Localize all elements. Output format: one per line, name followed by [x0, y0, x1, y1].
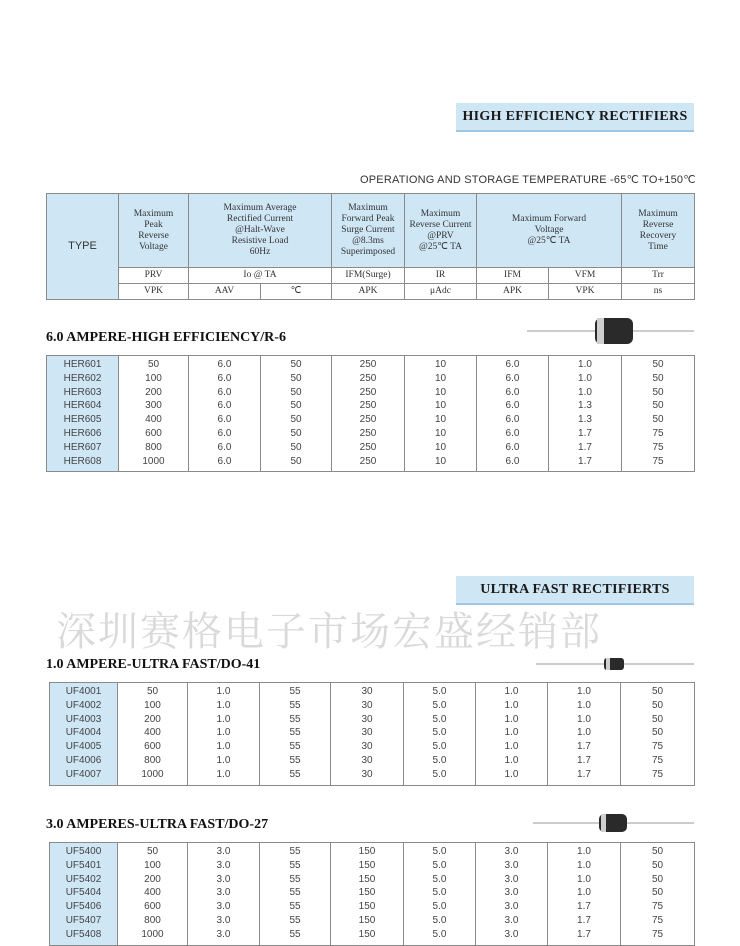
- cell-value: 1.0: [216, 713, 231, 725]
- cell-value: 1.7: [578, 455, 592, 467]
- cell-value: 1.0: [504, 741, 519, 753]
- value-column: [118, 843, 188, 946]
- section-title-her: 6.0 AMPERE-HIGH EFFICIENCY/R-6: [46, 330, 286, 345]
- cell-value: 6.0: [217, 359, 232, 370]
- cell-value: 1.0: [578, 372, 592, 384]
- cell-value: 5.0: [432, 859, 447, 871]
- cell-value: 75: [651, 914, 664, 926]
- cell-value: 600: [144, 901, 161, 913]
- cell-value: 3.0: [504, 846, 519, 857]
- table-uf5400: [49, 842, 695, 946]
- cell-value: 1000: [142, 455, 165, 467]
- cell-value: 1.0: [577, 887, 591, 899]
- part-number: HER602: [63, 372, 102, 384]
- cell-value: 30: [361, 699, 373, 711]
- cell-value: 3.0: [216, 887, 231, 899]
- value-column: [549, 356, 622, 472]
- header-average-rectified-current: Maximum Average Rectified Current @Halt-Wave Resistive Load 60Hz: [189, 194, 332, 268]
- cell-value: 5.0: [432, 727, 447, 739]
- part-number: UF4002: [65, 699, 102, 711]
- cell-value: 55: [289, 686, 301, 697]
- cell-value: 55: [289, 713, 301, 725]
- cell-value: 55: [289, 846, 301, 857]
- cell-value: 6.0: [505, 359, 520, 370]
- cell-value: 250: [359, 386, 377, 398]
- sym-trr: Trr: [622, 268, 695, 284]
- cell-value: 6.0: [505, 414, 520, 426]
- value-column: [189, 356, 261, 472]
- cell-value: 50: [651, 713, 664, 725]
- cell-value: 5.0: [432, 768, 447, 780]
- cell-value: 50: [652, 359, 664, 370]
- unit-apk-surge: APK: [332, 284, 405, 300]
- cell-value: 150: [358, 914, 376, 926]
- cell-value: 6.0: [217, 400, 232, 412]
- value-column: [404, 683, 476, 786]
- cell-value: 1.7: [577, 901, 591, 913]
- part-number: HER606: [63, 427, 102, 439]
- cell-value: 1.0: [504, 713, 519, 725]
- cell-value: 1.7: [577, 754, 591, 766]
- cell-value: 1.0: [216, 686, 231, 697]
- banner-mid-title: ULTRA FAST RECTIFIERTS: [480, 581, 670, 597]
- cell-value: 30: [361, 713, 373, 725]
- part-number: UF5404: [65, 887, 102, 899]
- cell-value: 1.0: [577, 859, 591, 871]
- cell-value: 50: [651, 859, 664, 871]
- cell-value: 6.0: [217, 427, 232, 439]
- value-column: [188, 843, 260, 946]
- cell-value: 50: [146, 686, 159, 697]
- value-column: [621, 843, 695, 946]
- cell-value: 6.0: [217, 455, 232, 467]
- cell-value: 800: [144, 754, 161, 766]
- value-column: [331, 683, 404, 786]
- type-column: [50, 683, 118, 786]
- header-recovery-time: Maximum Reverse Recovery Time: [622, 194, 695, 268]
- value-column: [476, 843, 548, 946]
- cell-value: 50: [290, 359, 302, 370]
- cell-value: 50: [290, 400, 302, 412]
- cell-value: 5.0: [432, 741, 447, 753]
- cell-value: 55: [289, 928, 301, 940]
- cell-value: 3.0: [504, 873, 519, 885]
- sym-vfm: VFM: [549, 268, 622, 284]
- value-column: [118, 683, 188, 786]
- value-column: [260, 843, 331, 946]
- cell-value: 75: [652, 441, 664, 453]
- part-number: HER605: [63, 414, 102, 426]
- cell-value: 1.7: [577, 768, 591, 780]
- part-number: HER604: [63, 400, 102, 412]
- table-uf4000: [49, 682, 695, 786]
- sym-ifm: IFM: [477, 268, 549, 284]
- section-title-uf4000: 1.0 AMPERE-ULTRA FAST/DO-41: [46, 657, 261, 672]
- banner-high-efficiency: [456, 103, 694, 132]
- cell-value: 75: [651, 754, 664, 766]
- cell-value: 5.0: [432, 887, 447, 899]
- cell-value: 5.0: [432, 846, 447, 857]
- cell-value: 800: [144, 914, 161, 926]
- cell-value: 400: [145, 414, 162, 426]
- cell-value: 30: [361, 754, 373, 766]
- cell-value: 1.0: [577, 686, 591, 697]
- cell-value: 1.0: [578, 359, 592, 370]
- cell-value: 3.0: [216, 928, 231, 940]
- cell-value: 50: [290, 455, 302, 467]
- cell-value: 1.0: [577, 846, 591, 857]
- cell-value: 600: [145, 427, 162, 439]
- cell-value: 6.0: [505, 386, 520, 398]
- cell-value: 30: [361, 727, 373, 739]
- cell-value: 150: [358, 873, 376, 885]
- value-column: [621, 683, 695, 786]
- cell-value: 300: [145, 400, 162, 412]
- cell-value: 75: [651, 741, 664, 753]
- header-reverse-current: Maximum Reverse Current @PRV @25℃ TA: [405, 194, 477, 268]
- diode-do41-icon: [536, 656, 694, 672]
- cell-value: 10: [434, 427, 447, 439]
- cell-value: 100: [145, 372, 162, 384]
- cell-value: 50: [290, 427, 302, 439]
- cell-value: 3.0: [216, 859, 231, 871]
- cell-value: 1000: [141, 768, 164, 780]
- cell-value: 1.0: [577, 699, 591, 711]
- cell-value: 55: [289, 727, 301, 739]
- cell-value: 3.0: [216, 914, 231, 926]
- cell-value: 150: [358, 859, 376, 871]
- part-number: UF4006: [65, 754, 102, 766]
- cell-value: 50: [290, 372, 302, 384]
- cell-value: 200: [144, 713, 161, 725]
- value-column: [119, 356, 189, 472]
- value-column: [260, 683, 331, 786]
- part-number: UF5407: [65, 914, 102, 926]
- sym-prv: PRV: [119, 268, 189, 284]
- part-number: UF4001: [65, 686, 102, 697]
- cell-value: 10: [434, 441, 447, 453]
- type-column: [50, 843, 118, 946]
- cell-value: 1.7: [578, 427, 592, 439]
- cell-value: 150: [358, 928, 376, 940]
- cell-value: 10: [434, 414, 447, 426]
- cell-value: 800: [145, 441, 162, 453]
- cell-value: 55: [289, 699, 301, 711]
- sym-ir: IR: [405, 268, 477, 284]
- part-number: HER608: [63, 455, 102, 467]
- cell-value: 50: [652, 400, 664, 412]
- cell-value: 55: [289, 741, 301, 753]
- diode-do27-icon: [533, 812, 694, 834]
- unit-apk: APK: [477, 284, 549, 300]
- cell-value: 6.0: [217, 372, 232, 384]
- cell-value: 200: [145, 386, 162, 398]
- unit-celsius: ℃: [261, 284, 332, 300]
- cell-value: 6.0: [505, 372, 520, 384]
- cell-value: 400: [144, 727, 161, 739]
- value-column: [477, 356, 549, 472]
- cell-value: 75: [651, 928, 664, 940]
- cell-value: 1.0: [504, 768, 519, 780]
- cell-value: 10: [434, 386, 447, 398]
- part-number: HER607: [63, 441, 102, 453]
- value-column: [548, 683, 621, 786]
- cell-value: 1.7: [577, 928, 591, 940]
- cell-value: 55: [289, 887, 301, 899]
- value-column: [261, 356, 332, 472]
- cell-value: 6.0: [505, 441, 520, 453]
- cell-value: 1.0: [577, 727, 591, 739]
- cell-value: 400: [144, 887, 161, 899]
- cell-value: 1.0: [504, 727, 519, 739]
- cell-value: 50: [290, 441, 302, 453]
- unit-ns: ns: [622, 284, 695, 300]
- cell-value: 50: [651, 887, 664, 899]
- cell-value: 50: [652, 386, 664, 398]
- value-column: [404, 843, 476, 946]
- cell-value: 5.0: [432, 713, 447, 725]
- header-forward-voltage: Maximum Forward Voltage @25℃ TA: [477, 194, 622, 268]
- cell-value: 50: [290, 386, 302, 398]
- cell-value: 6.0: [505, 400, 520, 412]
- cell-value: 150: [358, 901, 376, 913]
- cell-value: 50: [651, 727, 664, 739]
- cell-value: 3.0: [216, 901, 231, 913]
- cell-value: 10: [434, 455, 447, 467]
- cell-value: 75: [652, 455, 664, 467]
- cell-value: 1.0: [216, 741, 231, 753]
- cell-value: 6.0: [217, 414, 232, 426]
- value-column: [622, 356, 695, 472]
- header-type: TYPE: [47, 194, 119, 300]
- part-number: UF5406: [65, 901, 102, 913]
- cell-value: 10: [434, 359, 447, 370]
- cell-value: 1.0: [216, 754, 231, 766]
- cell-value: 1.3: [578, 414, 592, 426]
- cell-value: 600: [144, 741, 161, 753]
- cell-value: 50: [146, 846, 159, 857]
- cell-value: 50: [651, 846, 664, 857]
- cell-value: 250: [359, 414, 377, 426]
- unit-uadc: μAdc: [405, 284, 477, 300]
- value-column: [405, 356, 477, 472]
- cell-value: 1.0: [504, 699, 519, 711]
- operating-temperature-note: OPERATIONG AND STORAGE TEMPERATURE -65℃ TO+150℃: [360, 174, 696, 186]
- cell-value: 250: [359, 427, 377, 439]
- cell-value: 50: [652, 414, 664, 426]
- part-number: UF4003: [65, 713, 102, 725]
- cell-value: 3.0: [216, 846, 231, 857]
- cell-value: 250: [359, 441, 377, 453]
- header-surge-current: Maximum Forward Peak Surge Current @8.3ms Superimposed: [332, 194, 405, 268]
- cell-value: 55: [289, 754, 301, 766]
- cell-value: 10: [434, 400, 447, 412]
- cell-value: 1.0: [578, 386, 592, 398]
- unit-vpk: VPK: [119, 284, 189, 300]
- cell-value: 3.0: [504, 887, 519, 899]
- cell-value: 50: [147, 359, 160, 370]
- part-number: UF5408: [65, 928, 102, 940]
- cell-value: 1.7: [578, 441, 592, 453]
- cell-value: 30: [361, 741, 373, 753]
- cell-value: 3.0: [504, 914, 519, 926]
- cell-value: 250: [359, 400, 377, 412]
- cell-value: 1.3: [578, 400, 592, 412]
- sym-io: Io @ TA: [189, 268, 332, 284]
- value-column: [188, 683, 260, 786]
- cell-value: 1.0: [216, 768, 231, 780]
- cell-value: 3.0: [504, 859, 519, 871]
- cell-value: 5.0: [432, 914, 447, 926]
- cell-value: 6.0: [217, 386, 232, 398]
- cell-value: 5.0: [432, 686, 447, 697]
- section-title-uf5400: 3.0 AMPERES-ULTRA FAST/DO-27: [46, 817, 269, 832]
- table-her: [46, 355, 695, 472]
- type-column: [47, 356, 119, 472]
- value-column: [548, 843, 621, 946]
- cell-value: 1.0: [504, 686, 519, 697]
- header-peak-reverse-voltage: Maximum Peak Reverse Voltage: [119, 194, 189, 268]
- part-number: UF5401: [65, 859, 102, 871]
- part-number: HER603: [63, 386, 102, 398]
- cell-value: 1.0: [216, 727, 231, 739]
- part-number: UF4004: [65, 727, 102, 739]
- cell-value: 50: [651, 873, 664, 885]
- cell-value: 150: [358, 887, 376, 899]
- cell-value: 1.7: [577, 741, 591, 753]
- cell-value: 10: [434, 372, 447, 384]
- cell-value: 3.0: [216, 873, 231, 885]
- cell-value: 50: [651, 686, 664, 697]
- sym-ifm-surge: IFM(Surge): [332, 268, 405, 284]
- spec-header-table: [46, 193, 695, 300]
- cell-value: 5.0: [432, 901, 447, 913]
- unit-aav: AAV: [189, 284, 261, 300]
- cell-value: 55: [289, 914, 301, 926]
- cell-value: 5.0: [432, 754, 447, 766]
- cell-value: 30: [361, 686, 373, 697]
- cell-value: 50: [290, 414, 302, 426]
- cell-value: 200: [144, 873, 161, 885]
- cell-value: 75: [652, 427, 664, 439]
- cell-value: 5.0: [432, 873, 447, 885]
- part-number: UF4007: [65, 768, 102, 780]
- cell-value: 150: [358, 846, 376, 857]
- part-number: UF5400: [65, 846, 102, 857]
- cell-value: 5.0: [432, 699, 447, 711]
- cell-value: 55: [289, 901, 301, 913]
- banner-title: HIGH EFFICIENCY RECTIFIERS: [462, 108, 688, 124]
- cell-value: 250: [359, 455, 377, 467]
- cell-value: 30: [361, 768, 373, 780]
- cell-value: 55: [289, 768, 301, 780]
- cell-value: 5.0: [432, 928, 447, 940]
- cell-value: 1.0: [577, 873, 591, 885]
- cell-value: 250: [359, 359, 377, 370]
- cell-value: 6.0: [505, 455, 520, 467]
- cell-value: 100: [144, 859, 161, 871]
- cell-value: 1.0: [216, 699, 231, 711]
- cell-value: 100: [144, 699, 161, 711]
- part-number: HER601: [63, 359, 102, 370]
- part-number: UF4005: [65, 741, 102, 753]
- watermark-text: 深圳赛格电子市场宏盛经销部: [56, 609, 602, 655]
- cell-value: 75: [651, 901, 664, 913]
- cell-value: 50: [651, 699, 664, 711]
- cell-value: 1000: [141, 928, 164, 940]
- value-column: [476, 683, 548, 786]
- cell-value: 55: [289, 859, 301, 871]
- cell-value: 3.0: [504, 901, 519, 913]
- cell-value: 6.0: [217, 441, 232, 453]
- cell-value: 1.0: [577, 713, 591, 725]
- cell-value: 75: [651, 768, 664, 780]
- value-column: [332, 356, 405, 472]
- cell-value: 250: [359, 372, 377, 384]
- cell-value: 1.7: [577, 914, 591, 926]
- part-number: UF5402: [65, 873, 102, 885]
- cell-value: 55: [289, 873, 301, 885]
- cell-value: 3.0: [504, 928, 519, 940]
- cell-value: 6.0: [505, 427, 520, 439]
- value-column: [331, 843, 404, 946]
- unit-vpk-forward: VPK: [549, 284, 622, 300]
- cell-value: 50: [652, 372, 664, 384]
- diode-r6-icon: [527, 315, 694, 347]
- cell-value: 1.0: [504, 754, 519, 766]
